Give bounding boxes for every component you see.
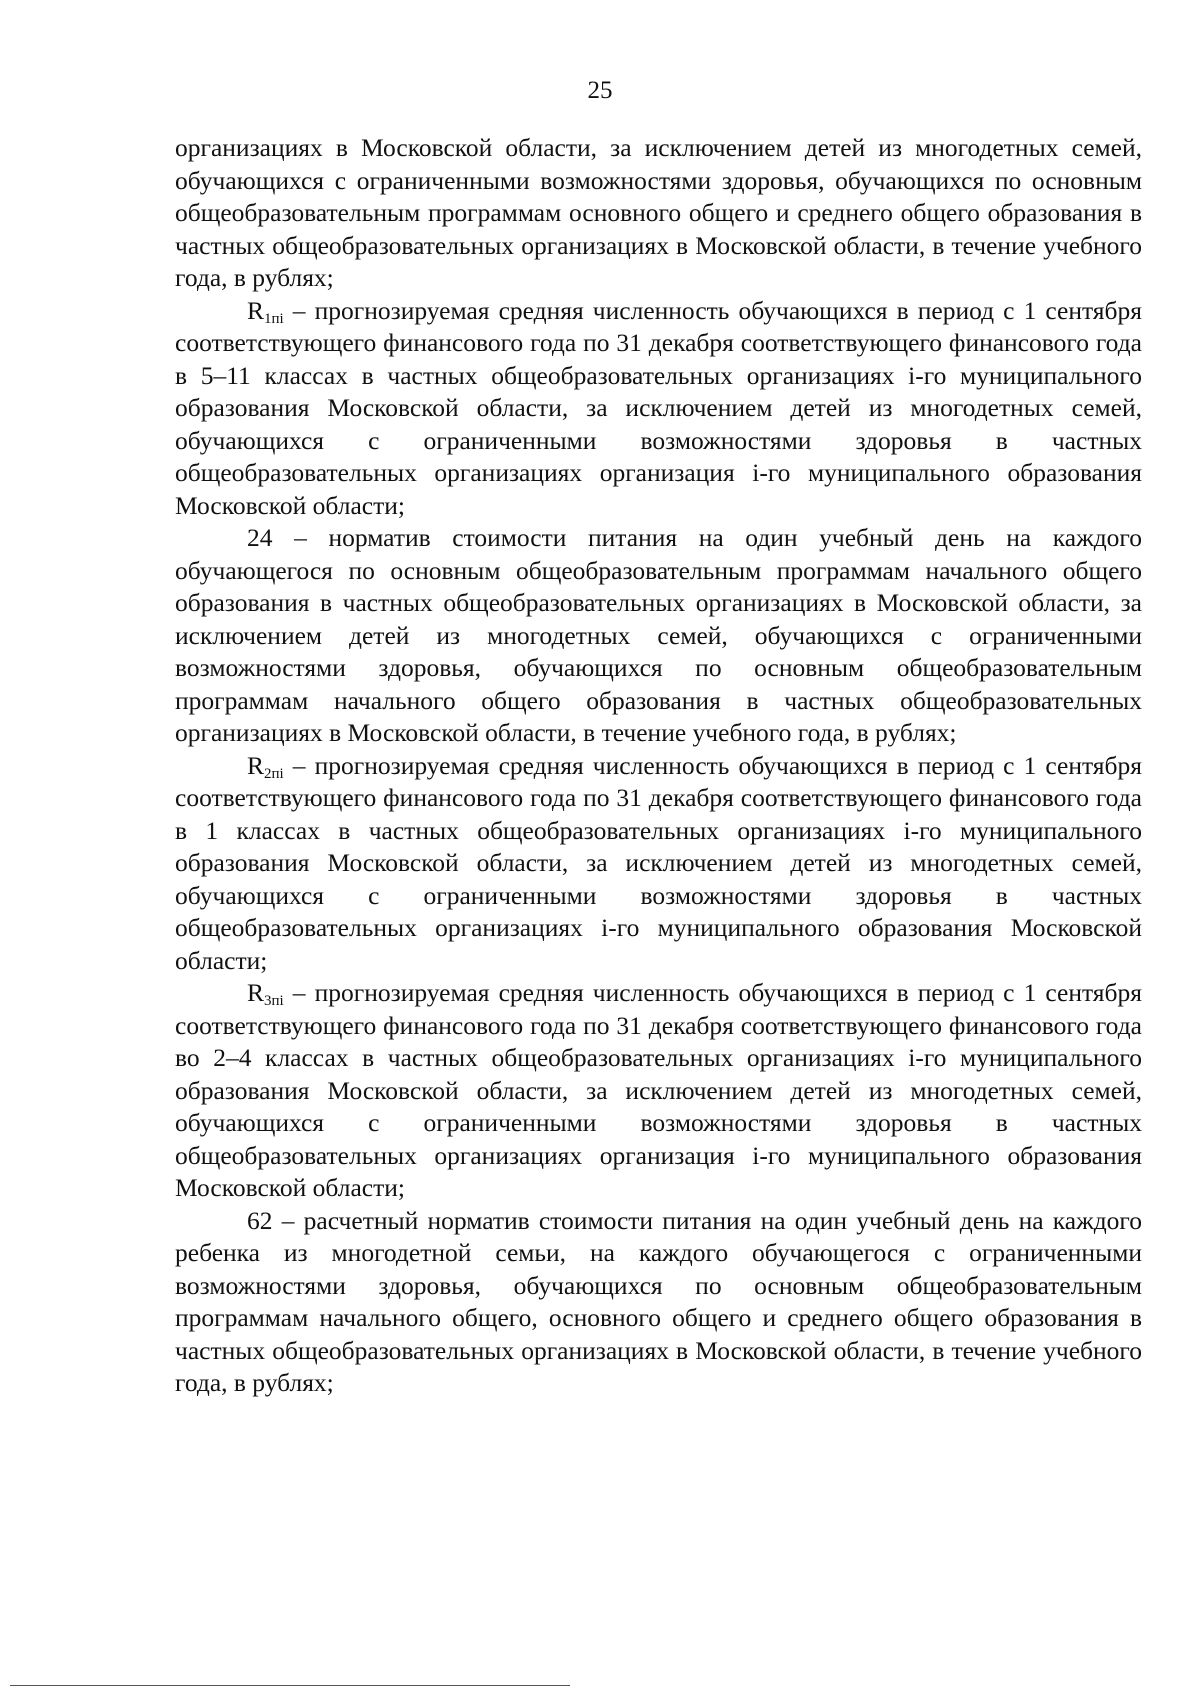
paragraph-text: – норматив стоимости питания на один учебный день на каждого обучающегося по основным общеобразовательным программам начального общего образования в частных общеобразовательных организациях в Московской области, за исключением детей из многодетных семей, обучающихся с ограниченными возможностями здоровья, обучающихся по основным общеобразовательным программам начального общего образования в частных общеобразовательных организациях в Московской области, в течение учебного года, в рублях;: [175, 523, 1142, 747]
variable-term: [247, 751, 284, 780]
variable-term: [247, 296, 284, 325]
paragraph-text: – расчетный норматив стоимости питания на один учебный день на каждого ребенка из многодетной семьи, на каждого обучающегося с ограниченными возможностями здоровья, обучающихся по основным общеобразовательным программам начального общего, основного общего и среднего общего образования в частных общеобразовательных организациях в Московской области, в течение учебного года, в рублях;: [175, 1205, 1142, 1397]
document-body: [175, 132, 1142, 1400]
variable-term: [247, 523, 273, 552]
paragraph-text: – прогнозируемая средняя численность обучающихся в период с 1 сентября соответствующего финансового года по 31 декабря соответствующего финансового года в 5–11 классах в частных общеобразовательных организациях i-го муниципального образования Московской области, за исключением детей из многодетных семей, обучающихся с ограниченными возможностями здоровья в частных общеобразовательных организациях организация i-го муниципального образования Московской области;: [175, 295, 1142, 520]
paragraph-text: организациях в Московской области, за исключением детей из многодетных семей, обучающихся с ограниченными возможностями здоровья, обучающихся по основным общеобразовательным программам основного общего и среднего общего образования в частных общеобразовательных организациях в Московской области, в течение учебного года, в рублях;: [175, 133, 1142, 292]
variable-symbol: R: [247, 750, 265, 780]
footer-divider-line: [10, 1685, 570, 1686]
variable-subscript: 1пi: [264, 310, 284, 327]
variable-term: [247, 1206, 273, 1235]
paragraph-r3ni-definition: [175, 977, 1142, 1205]
paragraph-text: – прогнозируемая средняя численность обучающихся в период с 1 сентября соответствующего финансового года по 31 декабря соответствующего финансового года в 1 классах в частных общеобразовательных организациях i-го муниципального образования Московской области, за исключением детей из многодетных семей, обучающихся с ограниченными возможностями здоровья в частных общеобразовательных организациях i-го муниципального образования Московской области;: [175, 750, 1142, 975]
variable-term: [247, 978, 284, 1007]
paragraph-r2ni-definition: [175, 750, 1142, 978]
variable-subscript: 3пi: [264, 993, 284, 1009]
variable-subscript: 2пi: [264, 765, 284, 782]
paragraph-r1ni-definition: [175, 295, 1142, 523]
variable-symbol: 24: [247, 523, 273, 552]
paragraph-norm-62-definition: [175, 1205, 1142, 1400]
variable-symbol: 62: [247, 1205, 273, 1235]
variable-symbol: R: [247, 978, 265, 1007]
page-number: 25: [587, 77, 613, 104]
paragraph-text: – прогнозируемая средняя численность обучающихся в период с 1 сентября соответствующего финансового года по 31 декабря соответствующего финансового года во 2–4 классах в частных общеобразовательных организациях i-го муниципального образования Московской области, за исключением детей из многодетных семей, обучающихся с ограниченными возможностями здоровья в частных общеобразовательных организациях организация i-го муниципального образования Московской области;: [175, 978, 1142, 1202]
variable-symbol: R: [247, 295, 265, 325]
paragraph-continuation: [175, 132, 1142, 295]
paragraph-norm-24-definition: [175, 522, 1142, 750]
